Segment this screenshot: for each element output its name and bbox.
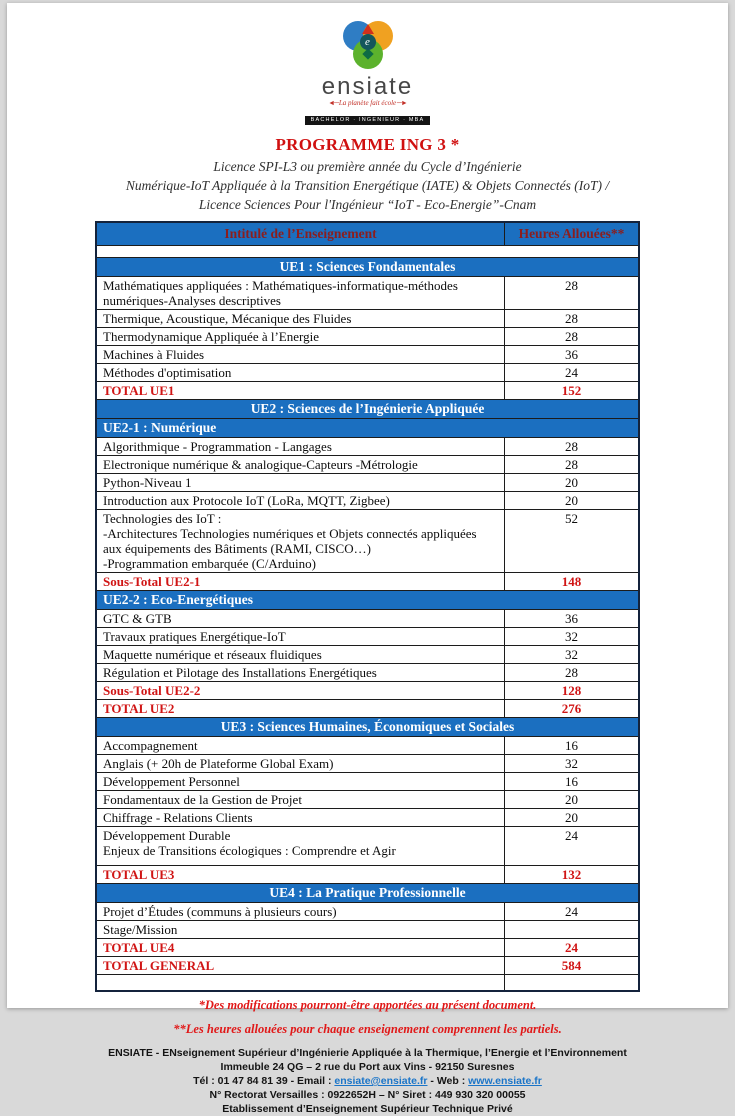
- course-row: [96, 827, 639, 866]
- course-row: [96, 328, 639, 346]
- total-row: [96, 866, 639, 884]
- course-row: [96, 628, 639, 646]
- course-row: [96, 921, 639, 939]
- table-header-row: [96, 222, 639, 246]
- hours-cell: 32: [505, 628, 640, 646]
- course-row: [96, 492, 639, 510]
- course-label-cell: Chiffrage - Relations Clients: [96, 809, 505, 827]
- section-header-label: UE2 : Sciences de l’Ingénierie Appliquée: [96, 400, 639, 419]
- footer-line-registration: N° Rectorat Versailles : 0922652H – N° Siret : 449 930 320 00055: [209, 1089, 526, 1101]
- hours-cell: [505, 921, 640, 939]
- column-header-intitule: Intitulé de l’Enseignement: [96, 222, 505, 246]
- hours-cell: 16: [505, 773, 640, 791]
- section-header-label: UE3 : Sciences Humaines, Économiques et Sociales: [96, 718, 639, 737]
- hours-cell: 20: [505, 791, 640, 809]
- hours-cell: 16: [505, 737, 640, 755]
- section-header-row: [96, 400, 639, 419]
- subtitle-line: Numérique-IoT Appliquée à la Transition Energétique (IATE) & Objets Connectés (IoT) /: [125, 178, 610, 193]
- course-row: [96, 456, 639, 474]
- hours-cell: 24: [505, 364, 640, 382]
- hours-cell: 24: [505, 939, 640, 957]
- section-header-row: [96, 419, 639, 438]
- course-label-cell: Anglais (+ 20h de Plateforme Global Exam): [96, 755, 505, 773]
- course-label-cell: Algorithmique - Programmation - Langages: [96, 438, 505, 456]
- hours-cell: 148: [505, 573, 640, 591]
- total-row: [96, 382, 639, 400]
- course-label-cell: TOTAL GENERAL: [96, 957, 505, 975]
- subtotal-row: [96, 682, 639, 700]
- footnote-modifications: *Des modifications pourront-être apportées au présent document.: [198, 998, 537, 1012]
- page-title: PROGRAMME ING 3 *: [275, 135, 460, 154]
- course-row: [96, 364, 639, 382]
- section-header-label: UE2-1 : Numérique: [96, 419, 639, 438]
- course-label-cell: Accompagnement: [96, 737, 505, 755]
- course-label-cell: Mathématiques appliquées : Mathématiques-informatique-méthodes numériques-Analyses descriptives: [96, 277, 505, 310]
- program-table-body: [96, 246, 639, 992]
- hours-cell: 132: [505, 866, 640, 884]
- hours-cell: 36: [505, 346, 640, 364]
- course-row: [96, 277, 639, 310]
- course-label-cell: Développement Personnel: [96, 773, 505, 791]
- ensiate-logo-icon: [335, 21, 401, 73]
- course-label-cell: Méthodes d'optimisation: [96, 364, 505, 382]
- course-label-cell: Maquette numérique et réseaux fluidiques: [96, 646, 505, 664]
- course-label-cell: [96, 975, 505, 992]
- course-label-cell: TOTAL UE3: [96, 866, 505, 884]
- logo-wordmark: ensiate: [321, 73, 414, 100]
- hours-cell: 28: [505, 277, 640, 310]
- hours-cell: 584: [505, 957, 640, 975]
- footer-line-address: Immeuble 24 QG – 2 rue du Port aux Vins - 92150 Suresnes: [220, 1061, 515, 1073]
- email-link[interactable]: ensiate@ensiate.fr: [334, 1075, 428, 1087]
- course-row: [96, 737, 639, 755]
- logo-tagline: ◄─ La planète fait école ─►: [328, 99, 407, 107]
- footer: [7, 1046, 728, 1116]
- total-row: [96, 939, 639, 957]
- course-label-cell: Technologies des IoT : -Architectures Technologies numériques et Objets connectés appliquées aux équipements des Bâtiments (RAMI, CISCO…) -Programmation embarquée (C/Arduino): [96, 510, 505, 573]
- course-label-cell: Développement Durable Enjeux de Transitions écologiques : Comprendre et Agir: [96, 827, 505, 866]
- hours-cell: 128: [505, 682, 640, 700]
- section-header-label: UE1 : Sciences Fondamentales: [96, 258, 639, 277]
- hours-cell: 28: [505, 328, 640, 346]
- course-row: [96, 755, 639, 773]
- footer-line-name: ENSIATE - ENseignement Supérieur d’Ingénierie Appliquée à la Thermique, l’Energie et l’Environnement: [108, 1047, 627, 1059]
- course-label-cell: Electronique numérique & analogique-Capteurs -Métrologie: [96, 456, 505, 474]
- ensiate-logo: [7, 21, 728, 126]
- empty-row: [96, 975, 639, 992]
- hours-cell: 20: [505, 474, 640, 492]
- hours-cell: 24: [505, 903, 640, 921]
- footer-contact-mid: - Web :: [427, 1075, 469, 1087]
- document-page: [7, 3, 728, 1115]
- course-row: [96, 773, 639, 791]
- section-header-row: [96, 884, 639, 903]
- hours-cell: 52: [505, 510, 640, 573]
- logo-red-triangle-icon: [362, 24, 374, 34]
- hours-cell: 28: [505, 438, 640, 456]
- course-label-cell: Python-Niveau 1: [96, 474, 505, 492]
- hours-cell: 276: [505, 700, 640, 718]
- logo-e-icon: e: [360, 34, 376, 50]
- section-header-row: [96, 591, 639, 610]
- course-label-cell: Fondamentaux de la Gestion de Projet: [96, 791, 505, 809]
- hours-cell: 32: [505, 755, 640, 773]
- section-header-label: UE2-2 : Eco-Energétiques: [96, 591, 639, 610]
- course-row: [96, 346, 639, 364]
- section-header-label: UE4 : La Pratique Professionnelle: [96, 884, 639, 903]
- program-table: [95, 221, 640, 992]
- course-label-cell: TOTAL UE1: [96, 382, 505, 400]
- course-row: [96, 664, 639, 682]
- course-label-cell: Machines à Fluides: [96, 346, 505, 364]
- course-label-cell: TOTAL UE4: [96, 939, 505, 957]
- footer-line-contact: [7, 1074, 728, 1088]
- hours-cell: 20: [505, 492, 640, 510]
- section-header-row: [96, 258, 639, 277]
- web-link[interactable]: www.ensiate.fr: [468, 1075, 542, 1087]
- logo-banner: BACHELOR · INGENIEUR · MBA: [305, 116, 431, 125]
- course-row: [96, 903, 639, 921]
- course-label-cell: Thermique, Acoustique, Mécanique des Fluides: [96, 310, 505, 328]
- course-label-cell: Sous-Total UE2-1: [96, 573, 505, 591]
- hours-cell: 28: [505, 456, 640, 474]
- course-row: [96, 646, 639, 664]
- footer-contact-prefix: Tél : 01 47 84 81 39 - Email :: [193, 1075, 335, 1087]
- course-row: [96, 474, 639, 492]
- course-row: [96, 809, 639, 827]
- total-row: [96, 700, 639, 718]
- spacer-row: [96, 246, 639, 258]
- course-row: [96, 510, 639, 573]
- course-label-cell: Thermodynamique Appliquée à l’Energie: [96, 328, 505, 346]
- course-label-cell: GTC & GTB: [96, 610, 505, 628]
- footer-line-status: Etablissement d’Enseignement Supérieur Technique Privé: [222, 1103, 513, 1115]
- column-header-heures: Heures Allouées**: [505, 222, 640, 246]
- course-row: [96, 610, 639, 628]
- course-row: [96, 438, 639, 456]
- hours-cell: 28: [505, 310, 640, 328]
- course-label-cell: Introduction aux Protocole IoT (LoRa, MQTT, Zigbee): [96, 492, 505, 510]
- hours-cell: 24: [505, 827, 640, 866]
- course-row: [96, 310, 639, 328]
- course-label-cell: Travaux pratiques Energétique-IoT: [96, 628, 505, 646]
- course-row: [96, 791, 639, 809]
- course-label-cell: Sous-Total UE2-2: [96, 682, 505, 700]
- subtitle: [7, 157, 728, 214]
- hours-cell: 32: [505, 646, 640, 664]
- hours-cell: 152: [505, 382, 640, 400]
- subtotal-row: [96, 573, 639, 591]
- subtitle-line: Licence SPI-L3 ou première année du Cycle d’Ingénierie: [213, 159, 522, 174]
- course-label-cell: Stage/Mission: [96, 921, 505, 939]
- course-label-cell: Régulation et Pilotage des Installations Energétiques: [96, 664, 505, 682]
- section-header-row: [96, 718, 639, 737]
- course-label-cell: TOTAL UE2: [96, 700, 505, 718]
- footnote-heures: **Les heures allouées pour chaque enseignement comprennent les partiels.: [173, 1022, 562, 1036]
- total-row: [96, 957, 639, 975]
- hours-cell: 20: [505, 809, 640, 827]
- subtitle-line: Licence Sciences Pour l'Ingénieur “IoT - Eco-Energie”-Cnam: [198, 197, 537, 212]
- hours-cell: [505, 975, 640, 992]
- course-label-cell: Projet d’Études (communs à plusieurs cours): [96, 903, 505, 921]
- hours-cell: 36: [505, 610, 640, 628]
- hours-cell: 28: [505, 664, 640, 682]
